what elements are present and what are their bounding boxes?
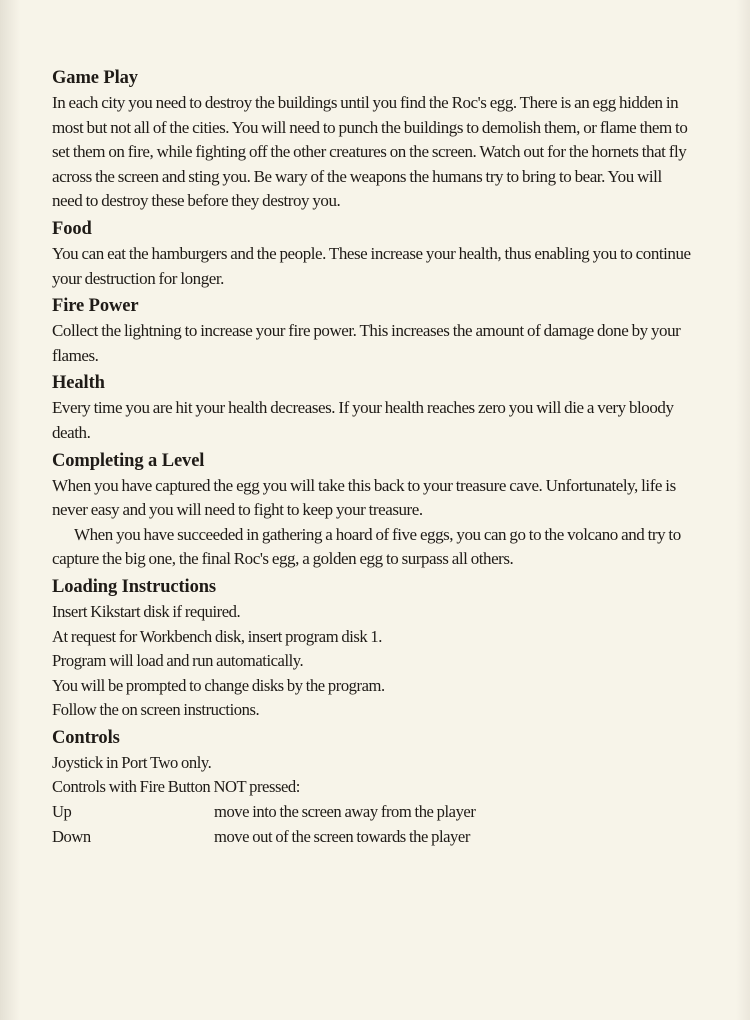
page-binding-shadow [0,0,20,1020]
control-description: move into the screen away from the player [214,802,476,822]
section-fire-power [52,294,692,368]
section-controls [52,726,692,849]
loading-step: Follow the on screen instructions. [52,700,260,720]
controls-note: Joystick in Port Two only. [52,752,212,772]
text-game-play: In each city you need to destroy the buildings until you find the Roc's egg. There is an egg hidden in most but not all of the cities. You will need to punch the buildings to demolish them, or flame them to set them on fire, while fighting off the other creatures on the screen. Watch out for the hornets that fly across the screen and sting you. Be wary of the weapons the humans try to bring to bear. You will need to destroy these before they destroy you. [52,93,688,211]
section-game-play [52,66,692,214]
section-loading-instructions [52,575,692,723]
text-fire-power: Collect the lightning to increase your fire power. This increases the amount of damage done by your flames. [52,321,681,365]
heading-controls: Controls [52,727,120,748]
text-food: You can eat the hamburgers and the people. These increase your health, thus enabling you to continue your destruction for longer. [52,243,691,288]
heading-health: Health [52,373,105,394]
heading-game-play: Game Play [52,68,138,88]
text-completing-level-1: When you have captured the egg you will take this back to your treasure cave. Unfortunately, life is never easy and you will need to fight to keep your treasure. [52,475,676,520]
text-completing-level-2: When you have succeeded in gathering a hoard of five eggs, you can go to the volcano and try to capture the big one, the final Roc's egg, a golden egg to surpass all others. [52,524,681,569]
control-description: move out of the screen towards the player [214,826,470,846]
control-row-down [52,825,692,850]
heading-loading-instructions: Loading Instructions [52,576,217,597]
control-row-up [52,800,692,825]
section-completing-level [52,449,692,572]
heading-completing-level: Completing a Level [52,450,205,471]
control-key: Up [52,802,72,822]
loading-step: Program will load and run automatically. [52,651,304,671]
section-health [52,371,692,445]
loading-step: At request for Workbench disk, insert program disk 1. [52,626,382,646]
text-health: Every time you are hit your health decreases. If your health reaches zero you will die a very bloody death. [52,398,674,442]
manual-page [52,66,692,849]
control-key: Down [52,826,91,846]
heading-food: Food [52,218,92,239]
page-edge [736,0,750,1020]
controls-note: Controls with Fire Button NOT pressed: [52,777,300,797]
section-food [52,217,692,291]
loading-step: Insert Kikstart disk if required. [52,601,241,621]
loading-step: You will be prompted to change disks by the program. [52,675,385,695]
heading-fire-power: Fire Power [52,296,139,317]
